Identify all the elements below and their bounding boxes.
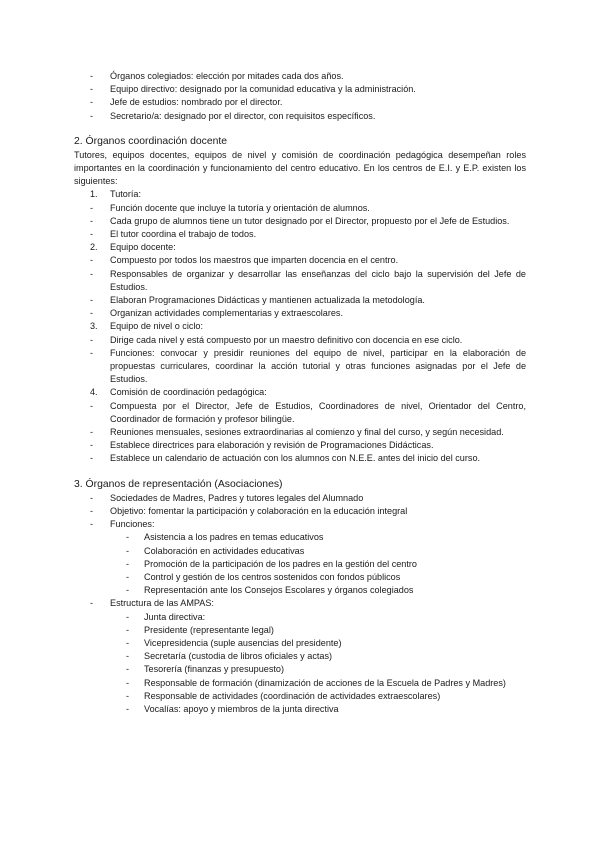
list-item — [74, 452, 526, 465]
list-item — [74, 334, 526, 347]
bullet-marker: - — [90, 347, 94, 358]
numbered-item — [74, 241, 526, 254]
sub-list-item — [74, 531, 526, 544]
sub-list-item-text: Responsable de formación (dinamización de acciones de la Escuela de Padres y Madres) — [144, 677, 506, 688]
list-item — [74, 439, 526, 452]
list-item-text: Compuesto por todos los maestros que imparten docencia en el centro. — [110, 255, 399, 266]
numbered-item — [74, 320, 526, 333]
bullet-marker: - — [126, 532, 130, 543]
bullet-marker: - — [90, 505, 94, 516]
list-item — [74, 505, 526, 518]
list-item — [74, 426, 526, 439]
numbered-item-title: Equipo de nivel o ciclo: — [110, 321, 204, 332]
sub-list-item-text: Junta directiva: — [144, 611, 206, 622]
list-item — [74, 294, 526, 307]
list-item-text: Organizan actividades complementarias y extraescolares. — [110, 308, 344, 319]
section-intro: Tutores, equipos docentes, equipos de nivel y comisión de coordinación pedagógica desempeñan roles importantes en la coordinación y funcionamiento del centro educativo. En los centros de E.I. y E.P. existen los siguientes: — [74, 149, 526, 187]
bullet-marker: - — [90, 492, 94, 503]
list-item — [74, 70, 526, 83]
list-item-text: Establece directrices para elaboración y revisión de Programaciones Didácticas. — [110, 440, 434, 451]
list-item — [74, 228, 526, 241]
list-item-text: Funciones: — [110, 519, 155, 530]
list-item — [74, 400, 526, 426]
list-item — [74, 254, 526, 267]
list-item — [74, 202, 526, 215]
bullet-marker: - — [126, 624, 130, 635]
sub-list-item-text: Control y gestión de los centros sostenidos con fondos públicos — [144, 571, 401, 582]
bullet-marker: - — [126, 703, 130, 714]
bullet-marker: - — [126, 690, 130, 701]
sub-list-item-text: Asistencia a los padres en temas educativos — [144, 532, 324, 543]
item-number: 4. — [90, 387, 98, 398]
sub-list-item-text: Vocalías: apoyo y miembros de la junta directiva — [144, 703, 339, 714]
sub-list-item — [74, 558, 526, 571]
sub-list-item-text: Presidente (representante legal) — [144, 624, 274, 635]
bullet-marker: - — [90, 334, 94, 345]
bullet-marker: - — [126, 677, 130, 688]
sub-list-item-text: Secretaría (custodia de libros oficiales y actas) — [144, 651, 333, 662]
sub-list-item — [74, 703, 526, 716]
item-number: 3. — [90, 321, 98, 332]
bullet-marker: - — [90, 255, 94, 266]
list-item — [74, 492, 526, 505]
item-number: 1. — [90, 189, 98, 200]
numbered-item — [74, 386, 526, 399]
list-item-text: Objetivo: fomentar la participación y colaboración en la educación integral — [110, 505, 408, 516]
bullet-marker: - — [90, 97, 94, 108]
list-item-text: Dirige cada nivel y está compuesto por un maestro definitivo con docencia en ese ciclo. — [110, 334, 463, 345]
bullet-marker: - — [90, 229, 94, 240]
numbered-item — [74, 188, 526, 201]
bullet-marker: - — [126, 558, 130, 569]
sub-list-item-text: Tesorería (finanzas y presupuesto) — [144, 664, 285, 675]
bullet-marker: - — [90, 71, 94, 81]
item-number: 2. — [90, 242, 98, 253]
sub-list-item-text: Promoción de la participación de los padres en la gestión del centro — [144, 558, 417, 569]
list-item-text: Órganos colegiados: elección por mitades cada dos años. — [110, 71, 344, 81]
bullet-marker: - — [126, 651, 130, 662]
list-item-text: Reuniones mensuales, sesiones extraordinarias al comienzo y final del curso, y según necesidad. — [110, 427, 504, 438]
list-item-text: Estructura de las AMPAS: — [110, 598, 214, 609]
bullet-marker: - — [126, 545, 130, 556]
bullet-marker: - — [90, 440, 94, 451]
list-item-text: El tutor coordina el trabajo de todos. — [110, 229, 257, 240]
list-item-text: Jefe de estudios: nombrado por el director. — [110, 97, 283, 108]
bullet-marker: - — [90, 110, 94, 121]
bullet-marker: - — [90, 453, 94, 464]
bullet-marker: - — [90, 202, 94, 213]
list-item-text: Secretario/a: designado por el director, con requisitos específicos. — [110, 110, 376, 121]
sub-list-item — [74, 677, 526, 690]
list-item — [74, 83, 526, 96]
bullet-marker: - — [126, 637, 130, 648]
list-item — [74, 518, 526, 531]
sub-list-item-text: Responsable de actividades (coordinación de actividades extraescolares) — [144, 690, 441, 701]
sub-list-item — [74, 650, 526, 663]
bullet-marker: - — [90, 84, 94, 95]
numbered-item-title: Comisión de coordinación pedagógica: — [110, 387, 267, 398]
section-heading: 3. Órganos de representación (Asociaciones) — [74, 478, 283, 490]
list-item — [74, 597, 526, 610]
bullet-marker: - — [90, 215, 94, 226]
sub-list-item-text: Colaboración en actividades educativas — [144, 545, 305, 556]
sub-list-item — [74, 624, 526, 637]
list-item — [74, 215, 526, 228]
sub-list-item-text: Vicepresidencia (suple ausencias del presidente) — [144, 637, 342, 648]
list-item-text: Elaboran Programaciones Didácticas y mantienen actualizada la metodología. — [110, 295, 425, 306]
sub-list-item — [74, 637, 526, 650]
list-item-text: Función docente que incluye la tutoría y orientación de alumnos. — [110, 202, 370, 213]
list-item — [74, 347, 526, 387]
list-item — [74, 268, 526, 294]
sub-list-item-text: Representación ante los Consejos Escolares y órganos colegiados — [144, 585, 414, 596]
bullet-marker: - — [126, 611, 130, 622]
list-item-text: Compuesta por el Director, Jefe de Estudios, Coordinadores de nivel, Orientador del Centro, Coordinador de formación y profesor bilingüe. — [110, 400, 526, 424]
bullet-marker: - — [126, 585, 130, 596]
sub-list-item — [74, 571, 526, 584]
bullet-marker: - — [90, 295, 94, 306]
sub-list-item — [74, 690, 526, 703]
list-item-text: Cada grupo de alumnos tiene un tutor designado por el Director, propuesto por el Jefe de Estudios. — [110, 215, 510, 226]
bullet-marker: - — [90, 308, 94, 319]
list-item-text: Funciones: convocar y presidir reuniones del equipo de nivel, participar en la elaboración de propuestas curriculares, coordinar la acción tutorial y otras funciones asignadas por el Jefe de Estudios. — [110, 347, 526, 385]
bullet-marker: - — [90, 598, 94, 609]
list-item — [74, 96, 526, 109]
sub-list-item — [74, 584, 526, 597]
bullet-marker: - — [90, 519, 94, 530]
sub-list-item — [74, 545, 526, 558]
numbered-item-title: Equipo docente: — [110, 242, 176, 253]
numbered-item-title: Tutoría: — [110, 189, 141, 200]
section-heading: 2. Órganos coordinación docente — [74, 135, 228, 147]
list-item-text: Sociedades de Madres, Padres y tutores legales del Alumnado — [110, 492, 364, 503]
bullet-marker: - — [90, 268, 94, 279]
bullet-marker: - — [126, 664, 130, 675]
bullet-marker: - — [126, 571, 130, 582]
sub-list-item — [74, 611, 526, 624]
list-item — [74, 307, 526, 320]
list-item-text: Equipo directivo: designado por la comunidad educativa y la administración. — [110, 84, 416, 95]
list-item — [74, 110, 526, 123]
bullet-marker: - — [90, 400, 94, 411]
bullet-marker: - — [90, 427, 94, 438]
list-item-text: Establece un calendario de actuación con los alumnos con N.E.E. antes del inicio del curso. — [110, 453, 481, 464]
sub-list-item — [74, 663, 526, 676]
list-item-text: Responsables de organizar y desarrollar las enseñanzas del ciclo bajo la supervisión del Jefe de Estudios. — [110, 268, 526, 292]
document-body — [74, 70, 526, 716]
